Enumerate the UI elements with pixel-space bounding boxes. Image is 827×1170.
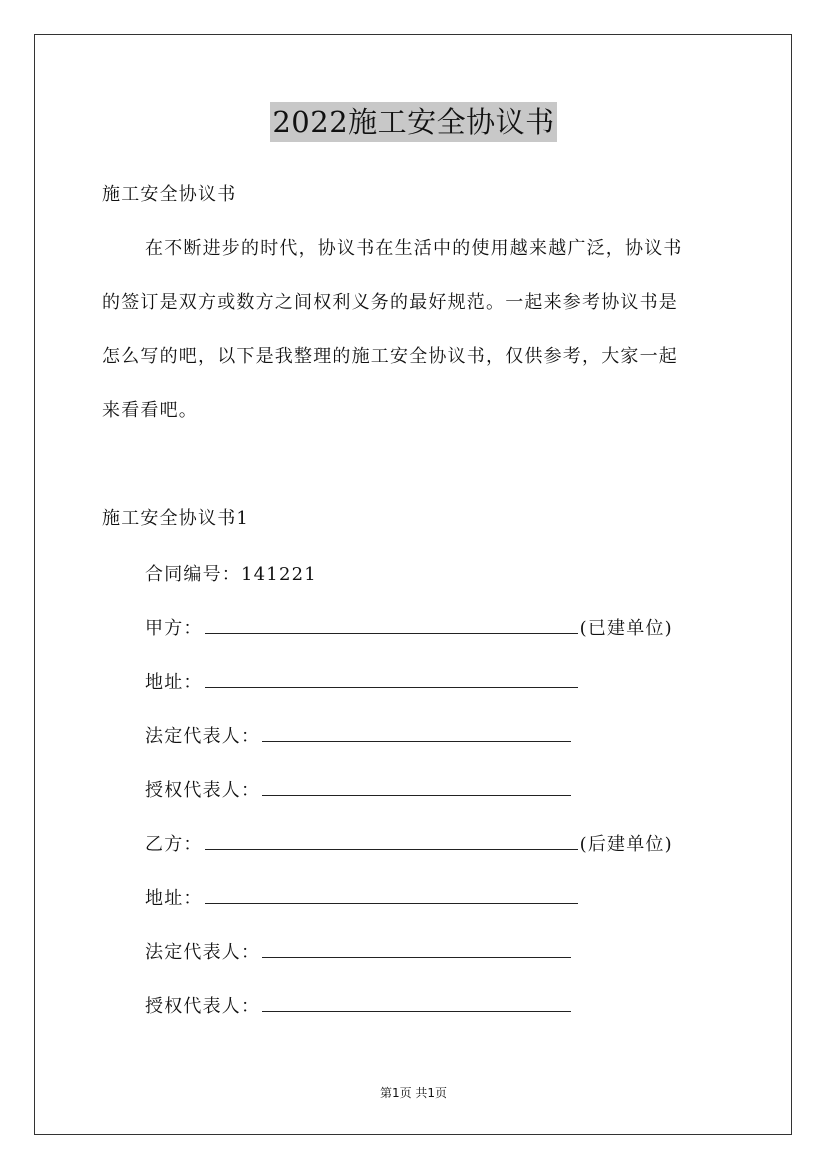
auth-rep-a-blank[interactable]	[262, 779, 571, 796]
party-a-line	[145, 617, 673, 641]
party-a-blank[interactable]	[205, 617, 578, 634]
legal-rep-a-line	[145, 725, 573, 749]
title-container	[0, 102, 827, 142]
party-a-suffix: (已建单位)	[579, 618, 673, 639]
auth-rep-b-line	[145, 995, 573, 1019]
contract-number: 合同编号：141221	[145, 564, 317, 585]
address-b-blank[interactable]	[205, 887, 578, 904]
intro-line-3: 怎么写的吧，以下是我整理的施工安全协议书，仅供参考，大家一起	[102, 346, 678, 367]
legal-rep-b-label: 法定代表人：	[145, 942, 261, 963]
party-a-label: 甲方：	[145, 618, 203, 639]
auth-rep-b-blank[interactable]	[262, 995, 571, 1012]
legal-rep-a-blank[interactable]	[262, 725, 571, 742]
auth-rep-a-line	[145, 779, 573, 803]
address-a-line	[145, 671, 580, 695]
section-title: 施工安全协议书1	[102, 508, 250, 529]
party-b-blank[interactable]	[205, 833, 578, 850]
party-b-suffix: (后建单位)	[579, 834, 673, 855]
intro-line-2: 的签订是双方或数方之间权利义务的最好规范。一起来参考协议书是	[102, 292, 678, 313]
party-b-label: 乙方：	[145, 834, 203, 855]
address-a-blank[interactable]	[205, 671, 578, 688]
legal-rep-b-line	[145, 941, 573, 965]
auth-rep-a-label: 授权代表人：	[145, 780, 261, 801]
auth-rep-b-label: 授权代表人：	[145, 996, 261, 1017]
page-footer: 第1页 共1页	[379, 1086, 448, 1100]
address-b-label: 地址：	[145, 888, 203, 909]
address-b-line	[145, 887, 580, 911]
legal-rep-a-label: 法定代表人：	[145, 726, 261, 747]
intro-line-4: 来看看吧。	[102, 400, 198, 421]
intro-line-1: 在不断进步的时代，协议书在生活中的使用越来越广泛，协议书	[145, 238, 683, 259]
document-title: 2022施工安全协议书	[270, 102, 556, 142]
address-a-label: 地址：	[145, 672, 203, 693]
legal-rep-b-blank[interactable]	[262, 941, 571, 958]
subtitle: 施工安全协议书	[102, 184, 237, 205]
party-b-line	[145, 833, 673, 857]
